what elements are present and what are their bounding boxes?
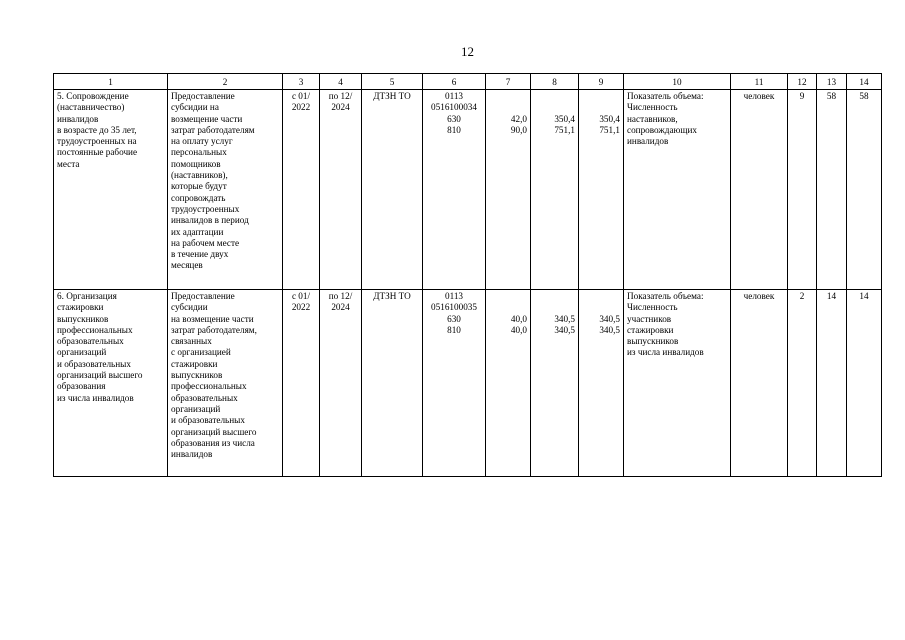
table-row xyxy=(54,90,882,290)
header-row xyxy=(54,74,882,90)
mechanism-cell: Предоставление субсидии на возмещение части затрат работодателям, связанных с организацией стажировки выпускников профессиональных образовательных организаций и образовательных организаций высшего образования из числа инвалидов xyxy=(168,290,283,477)
column-header: 5 xyxy=(362,74,423,90)
start-date-cell: с 01/ 2022 xyxy=(283,90,320,290)
end-date-cell: по 12/ 2024 xyxy=(320,90,362,290)
value-cell-9: 350,4 751,1 xyxy=(579,90,624,290)
value-cell-12: 2 xyxy=(788,290,817,477)
column-header: 12 xyxy=(788,74,817,90)
value-cell-12: 9 xyxy=(788,90,817,290)
table-row xyxy=(54,290,882,477)
unit-cell: человек xyxy=(731,90,788,290)
executor-cell: ДТЗН ТО xyxy=(362,290,423,477)
value-cell-8: 340,5 340,5 xyxy=(531,290,579,477)
value-cell-7: 42,0 90,0 xyxy=(486,90,531,290)
budget-code-cell: 0113 0516100034 630 810 xyxy=(423,90,486,290)
column-header: 1 xyxy=(54,74,168,90)
mechanism-cell: Предоставление субсидии на возмещение части затрат работодателям на оплату услуг персональных помощников (наставников), которые будут сопровождать трудоустроенных инвалидов в период их адаптации на рабочем месте в течение двух месяцев xyxy=(168,90,283,290)
column-header: 3 xyxy=(283,74,320,90)
page-number: 12 xyxy=(461,44,474,59)
measure-cell: 5. Сопровождение (наставничество) инвалидов в возрасте до 35 лет, трудоустроенных на постоянные рабочие места xyxy=(54,90,168,290)
column-header: 9 xyxy=(579,74,624,90)
column-header: 7 xyxy=(486,74,531,90)
program-table xyxy=(53,73,882,477)
value-cell-13: 14 xyxy=(817,290,847,477)
indicator-cell: Показатель объема: Численность участников стажировки выпускников из числа инвалидов xyxy=(624,290,731,477)
executor-cell: ДТЗН ТО xyxy=(362,90,423,290)
value-cell-13: 58 xyxy=(817,90,847,290)
column-header: 10 xyxy=(624,74,731,90)
column-header: 14 xyxy=(847,74,882,90)
measure-cell: 6. Организация стажировки выпускников профессиональных образовательных организаций и образовательных организаций высшего образования из числа инвалидов xyxy=(54,290,168,477)
value-cell-9: 340,5 340,5 xyxy=(579,290,624,477)
unit-cell: человек xyxy=(731,290,788,477)
column-header: 6 xyxy=(423,74,486,90)
column-header: 13 xyxy=(817,74,847,90)
column-header: 11 xyxy=(731,74,788,90)
value-cell-14: 14 xyxy=(847,290,882,477)
value-cell-7: 40,0 40,0 xyxy=(486,290,531,477)
column-header: 2 xyxy=(168,74,283,90)
budget-code-cell: 0113 0516100035 630 810 xyxy=(423,290,486,477)
start-date-cell: с 01/ 2022 xyxy=(283,290,320,477)
value-cell-8: 350,4 751,1 xyxy=(531,90,579,290)
column-header: 8 xyxy=(531,74,579,90)
value-cell-14: 58 xyxy=(847,90,882,290)
indicator-cell: Показатель объема: Численность наставников, сопровождающих инвалидов xyxy=(624,90,731,290)
end-date-cell: по 12/ 2024 xyxy=(320,290,362,477)
column-header: 4 xyxy=(320,74,362,90)
